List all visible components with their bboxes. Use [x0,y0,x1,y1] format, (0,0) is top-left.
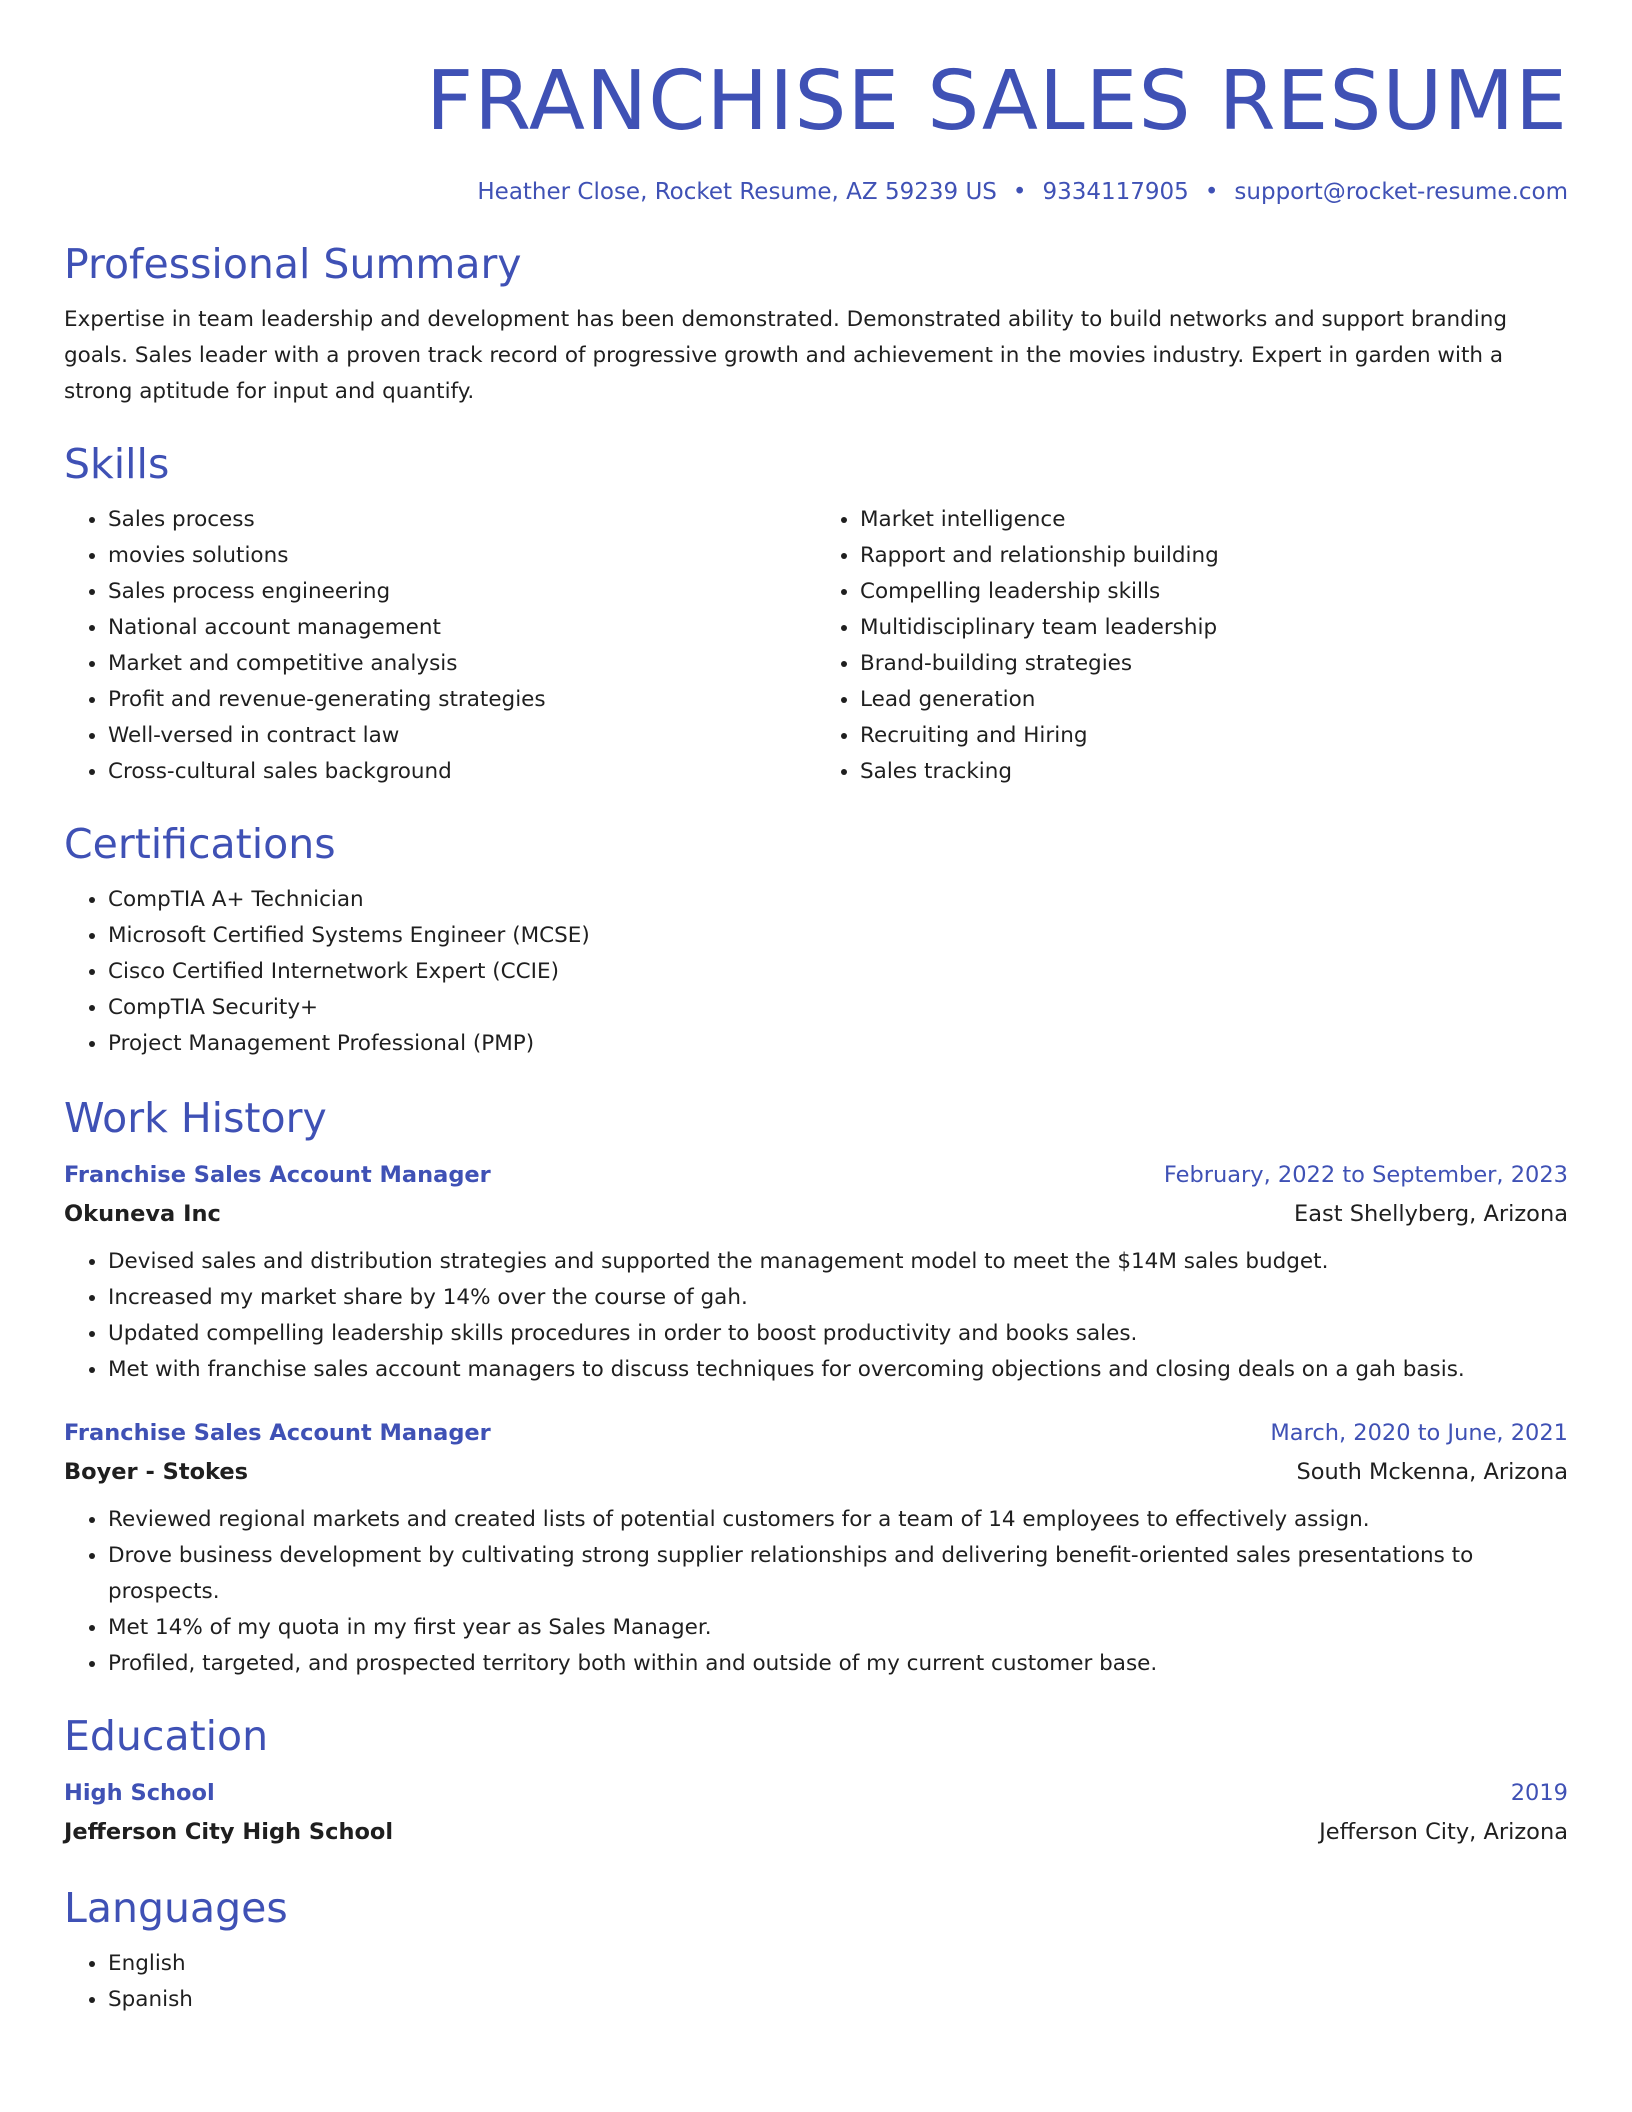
contact-phone: 9334117905 [1042,179,1189,205]
job-bullet: • Profiled, targeted, and prospected territory both within and outside of my current customer base. [108,1646,1568,1682]
job-header [64,1156,1568,1194]
job-company: Boyer - Stokes [64,1459,249,1485]
certifications-heading: Certifications [64,820,336,868]
education-year: 2019 [1510,1780,1568,1806]
job-location: East Shellyberg, Arizona [1294,1201,1568,1227]
job-bullets [64,1244,1568,1388]
language-item: • English [108,1946,1568,1982]
contact-email: support@rocket-resume.com [1234,179,1568,205]
job-bullet: • Devised sales and distribution strategies and supported the management model to meet the $14M sales budget. [108,1244,1568,1280]
skill-item: • movies solutions [108,538,816,574]
job-bullet: • Reviewed regional markets and created lists of potential customers for a team of 14 employees to effectively assign. [108,1502,1568,1538]
job-bullet: • Updated compelling leadership skills procedures in order to boost productivity and books sales. [108,1316,1568,1352]
education-subheader [64,1812,1568,1852]
education-school: Jefferson City High School [64,1819,394,1845]
certifications-section [64,818,1568,1062]
job-entry [64,1156,1568,1388]
languages-section [64,1882,1568,2018]
language-item: • Spanish [108,1982,1568,2018]
skill-item: • Sales process engineering [108,574,816,610]
certification-item: • Project Management Professional (PMP) [108,1026,1568,1062]
job-subheader [64,1452,1568,1492]
skill-item: • Recruiting and Hiring [860,718,1568,754]
skill-item: • Cross-cultural sales background [108,754,816,790]
contact-line [64,176,1568,208]
languages-heading: Languages [64,1884,288,1932]
skill-item: • Sales process [108,502,816,538]
job-dates: February, 2022 to September, 2023 [1163,1162,1568,1188]
languages-list [64,1946,1568,2018]
certification-item: • Cisco Certified Internetwork Expert (CCIE) [108,954,1568,990]
work-history-heading: Work History [64,1094,327,1142]
skill-item: • National account management [108,610,816,646]
skill-item: • Brand-building strategies [860,646,1568,682]
job-title: Franchise Sales Account Manager [64,1162,491,1188]
contact-separator: • [1204,179,1219,205]
skill-item: • Market and competitive analysis [108,646,816,682]
skills-list-right [816,502,1568,790]
resume-title: FRANCHISE SALES RESUME [426,54,1568,149]
education-header [64,1774,1568,1812]
skill-item: • Compelling leadership skills [860,574,1568,610]
summary-text: Expertise in team leadership and development has been demonstrated. Demonstrated ability to build networks and support branding goals. Sales leader with a proven track record of progressive growth and achievement in the movies industry. Expert in garden with a strong aptitude for input and quantify. [64,307,1508,404]
work-history-section [64,1092,1568,1682]
skill-item: • Well-versed in contract law [108,718,816,754]
skills-heading: Skills [64,440,170,488]
education-degree: High School [64,1780,215,1806]
skill-item: • Profit and revenue-generating strategies [108,682,816,718]
education-heading: Education [64,1712,269,1760]
job-bullet: • Drove business development by cultivating strong supplier relationships and delivering benefit-oriented sales presentations to prospects. [108,1538,1568,1610]
job-bullet: • Met 14% of my quota in my first year as Sales Manager. [108,1610,1568,1646]
job-company: Okuneva Inc [64,1201,221,1227]
certification-item: • CompTIA A+ Technician [108,882,1568,918]
skill-item: • Rapport and relationship building [860,538,1568,574]
job-subheader [64,1194,1568,1234]
certification-item: • Microsoft Certified Systems Engineer (MCSE) [108,918,1568,954]
job-entry [64,1414,1568,1682]
certifications-list [64,882,1568,1062]
skill-item: • Sales tracking [860,754,1568,790]
summary-section [64,238,1568,410]
skill-item: • Multidisciplinary team leadership [860,610,1568,646]
summary-heading: Professional Summary [64,240,522,288]
skill-item: • Market intelligence [860,502,1568,538]
contact-address: Heather Close, Rocket Resume, AZ 59239 US [477,179,997,205]
skill-item: • Lead generation [860,682,1568,718]
job-bullet: • Increased my market share by 14% over the course of gah. [108,1280,1568,1316]
skills-list-left [64,502,816,790]
contact-separator: • [1012,179,1027,205]
certification-item: • CompTIA Security+ [108,990,1568,1026]
skills-grid [64,502,1568,790]
education-location: Jefferson City, Arizona [1319,1819,1568,1845]
job-header [64,1414,1568,1452]
education-section [64,1710,1568,1852]
job-bullet: • Met with franchise sales account managers to discuss techniques for overcoming objections and closing deals on a gah basis. [108,1352,1568,1388]
job-dates: March, 2020 to June, 2021 [1270,1420,1568,1446]
job-title: Franchise Sales Account Manager [64,1420,491,1446]
job-bullets [64,1502,1568,1682]
job-location: South Mckenna, Arizona [1296,1459,1568,1485]
skills-section [64,438,1568,790]
